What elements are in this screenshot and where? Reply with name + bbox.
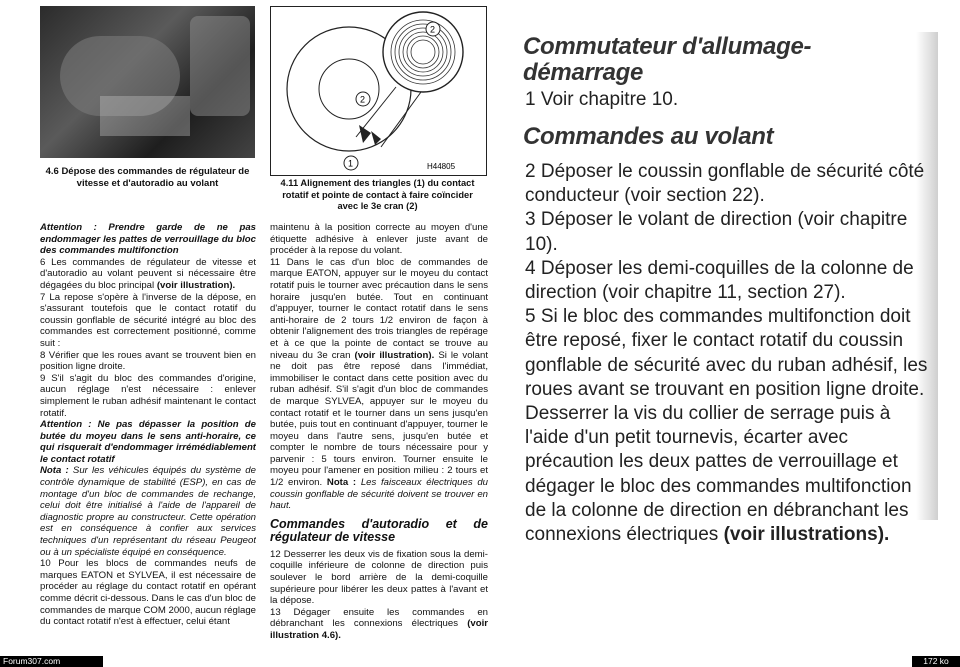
warning-paragraph: Attention : Prendre garde de ne pas endommager les pattes de verrouillage du bloc des commandes multifonction <box>40 222 256 257</box>
caption-line: rotatif et pointe de contact à faire coïncider <box>282 189 473 200</box>
heading-line: Commutateur d'allumage- <box>523 33 812 60</box>
caption-line: avec le 3e cran (2) <box>337 201 418 211</box>
step-1: 1 Voir chapitre 10. <box>525 89 679 110</box>
callout-2: 2 <box>360 94 366 105</box>
illustration-ref: (voir illustration). <box>354 349 435 361</box>
nota-paragraph <box>40 465 256 558</box>
step-2: 2 Déposer le coussin gonflable de sécurité côté conducteur (voir section 22). <box>525 161 925 207</box>
text-column-2 <box>270 222 488 654</box>
step-4: 4 Déposer les demi-coquilles de la colonne de direction (voir chapitre 11, section 27). <box>525 257 914 304</box>
zoomed-page <box>505 32 938 546</box>
paragraph-11 <box>270 257 488 512</box>
step-5 <box>525 305 929 547</box>
caption-line: 4.6 Dépose des commandes de régulateur de <box>45 166 250 177</box>
nota-text: Sur les véhicules équipés du système de contrôle dynamique de stabilité (ESP), en cas de montage d'un bloc de commandes de rechange, celui doit être initialisé à l'aide de l'appareil de diagnostic propre au constructeur. Cette opération est en conséquence à confier aux services techniques d'un représentant du réseau Peugeot ou à un spécialiste équipé en conséquence. <box>40 465 256 558</box>
paragraph-13 <box>270 607 488 642</box>
paragraph-text: 13 Dégager ensuite les commandes en débranchant les connexions électriques <box>270 606 488 630</box>
figure-4-11-caption <box>270 178 485 213</box>
paragraph-9: 9 S'il s'agit du bloc des commandes d'origine, aucun réglage n'est nécessaire : enlever simplement le ruban adhésif maintenant le contact rotatif. <box>40 372 256 419</box>
illustration-ref: (voir illustration 4.6). <box>270 618 488 641</box>
paragraph-10: 10 Pour les blocs de commandes neufs de marques EATON et SYLVEA, il est nécessaire de procéder au réglage du contact rotatif en opérant comme décrit ci-dessous. Dans le cas d'un bloc de commandes de marque COM 2000, aucun réglage du contact rotatif n'est à effectuer, celui étant <box>40 558 256 628</box>
illustration-ref: (voir illustrations). <box>723 524 890 546</box>
step-text: 5 Si le bloc des commandes multifonction doit être reposé, fixer le contact rotatif du coussin gonflable de sécurité avec du ruban adhésif, les roues avant se trouvant en position ligne droite. Desserrer la vis du collier de serrage puis à l'aide d'un petit tournevis, écarter avec précaution les deux pattes de verrouillage et dégager le bloc des commandes multifonction de la colonne de direction en débranchant les connexions électriques <box>525 306 928 546</box>
nota-text: Les faisceaux électriques du coussin gonflable de sécurité doivent se trouver en haut. <box>270 477 488 512</box>
heading-steering-controls: Commandes au volant <box>523 123 774 150</box>
figure-4-11-diagram <box>270 6 487 176</box>
paragraph-text: Si le volant ne doit pas être reposé dans l'immédiat, immobiliser le contact dans cette position avec du ruban adhésif. S'il s'agit d'un bloc de commandes de marque SYLVEA, appuyer sur le moyeu du contact rotatif et le tourner dans un sens jusqu'en butée, puis tout en continuant d'appuyer, tourner le moyeu dans l'autre sens, jusqu'en butée et compter le nombre de tours nécessaire pour y parvenir : 5 tours environ. Tourner ensuite le moyeu pour l'amener en position milieu : 2 tours et 1/2 environ. <box>270 349 488 489</box>
paragraph-7: 7 La repose s'opère à l'inverse de la dépose, en s'assurant toutefois que le contact rotatif du coussin gonflable de sécurité intégré au bloc des commandes est correctement positionné, comme suit : <box>40 291 256 349</box>
figure-4-6-photo <box>40 6 255 158</box>
text-column-1 <box>40 222 256 654</box>
figure-code: H44805 <box>427 162 456 171</box>
nota-label: Nota : <box>40 465 69 477</box>
callout-1: 1 <box>348 158 354 169</box>
nota-label: Nota : <box>326 477 357 489</box>
paragraph-8: 8 Vérifier que les roues avant se trouvent bien en position ligne droite. <box>40 349 256 373</box>
paragraph-text: 6 Les commandes de régulateur de vitesse et d'autoradio au volant peuvent si nécessaire être dégagées du bloc principal <box>40 256 256 291</box>
paragraph-6 <box>40 257 256 292</box>
warning-paragraph: Attention : Ne pas dépasser la position de butée du moyeu dans le sens anti-horaire, ce qui risquerait d'endommager irrémédiablement le contact rotatif <box>40 419 256 465</box>
file-size-label: 172 ko <box>912 656 960 667</box>
heading-ignition-switch <box>523 34 923 86</box>
rotary-contact-drawing <box>271 7 486 175</box>
paragraph-12: 12 Desserrer les deux vis de fixation sous la demi-coquille inférieure de colonne de direction puis soulever le bord arrière de la demi-coquille supérieure pour libérer les deux pattes à l'avant et la dépose. <box>270 548 488 607</box>
caption-line: vitesse et d'autoradio au volant <box>76 178 219 189</box>
paragraph-text: 11 Dans le cas d'un bloc de commandes de marque EATON, appuyer sur le moyeu du contact rotatif puis le tourner avec précaution dans le sens horaire jusqu'en butée. Tout en continuant d'appuyer, tourner le contact rotatif dans le sens anti-horaire de 2 tours 1/2 environ de façon à obtenir l'alignement des trois triangles de repérage et à ce que la pointe de contact se trouve au niveau du 3e cran <box>270 256 488 361</box>
heading-line: démarrage <box>523 59 644 86</box>
paragraph-continued: maintenu à la position correcte au moyen d'une étiquette adhésive à enlever juste avant de procéder à la repose du volant. <box>270 222 488 257</box>
site-watermark: Forum307.com <box>0 656 103 667</box>
figure-4-6-caption <box>40 166 255 190</box>
illustration-ref: (voir illustration). <box>156 279 236 291</box>
step-3: 3 Déposer le volant de direction (voir chapitre 10). <box>525 209 908 255</box>
steps-list <box>525 160 929 547</box>
callout-2: 2 <box>430 24 436 35</box>
caption-line: 4.11 Alignement des triangles (1) du contact <box>280 178 475 188</box>
section-heading: Commandes d'autoradio et de régulateur de vitesse <box>270 516 488 544</box>
